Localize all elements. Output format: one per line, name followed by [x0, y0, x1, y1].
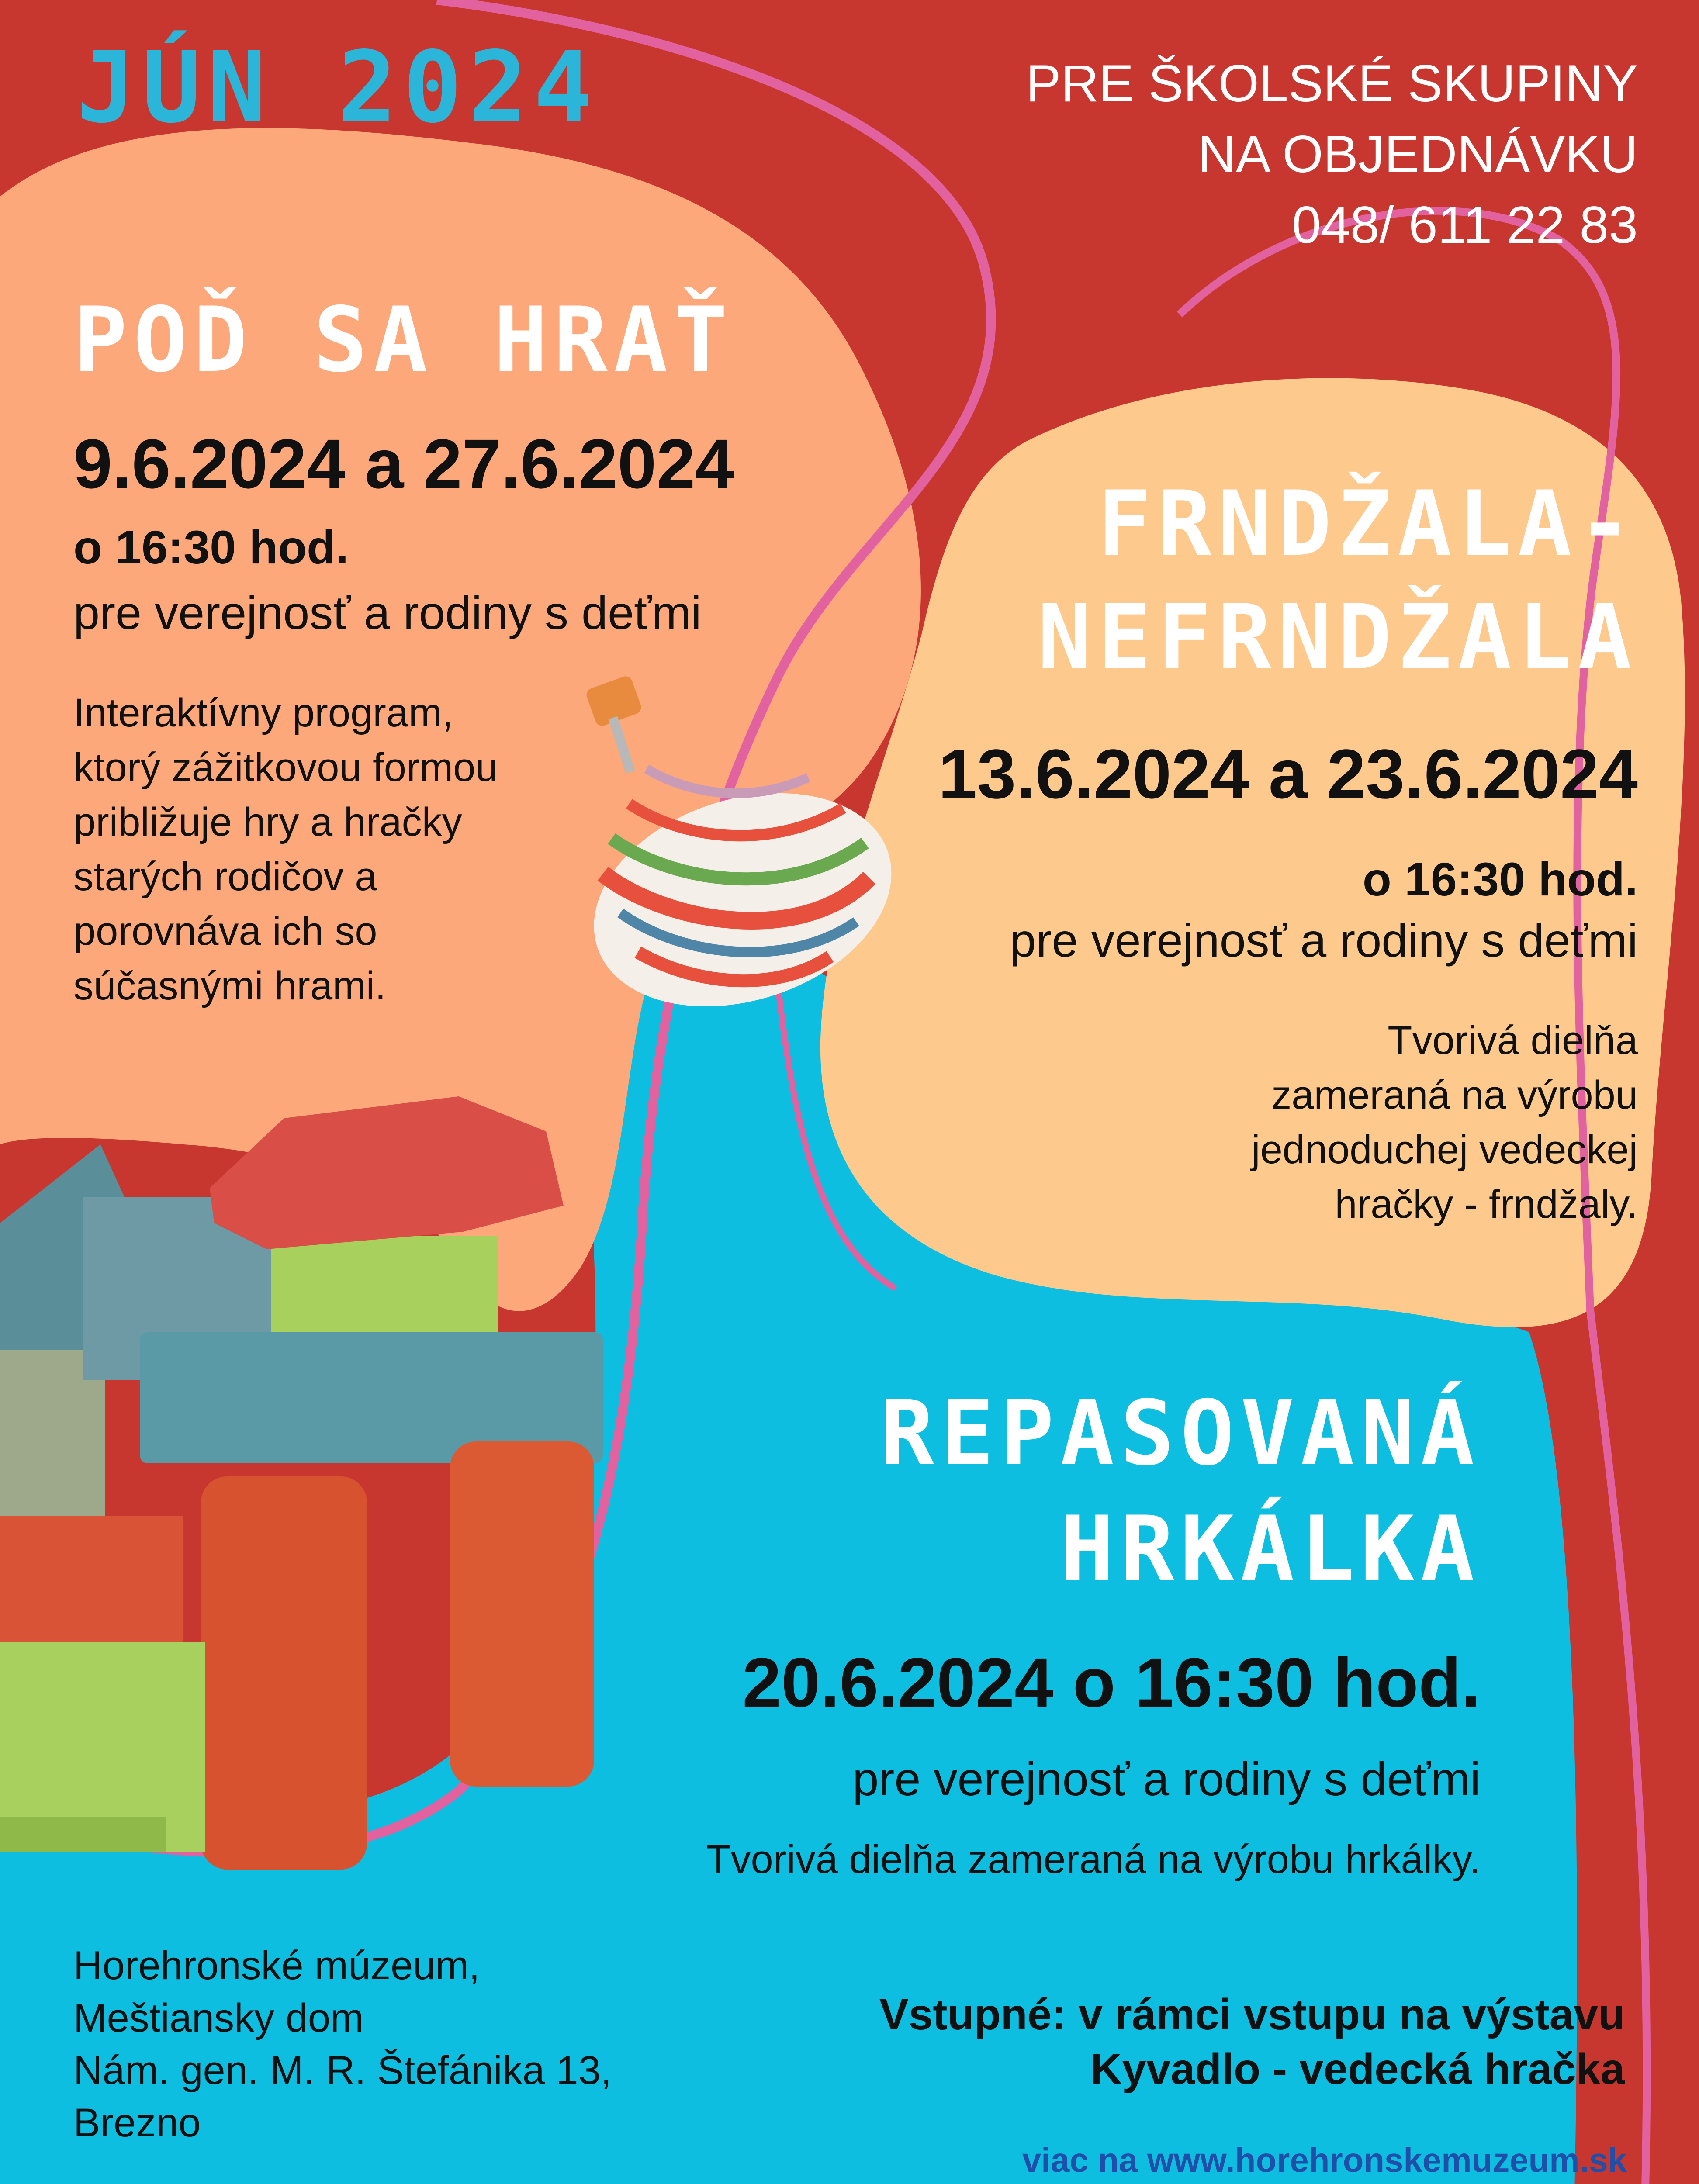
- admission-line: Kyvadlo - vedecká hračka: [1090, 2045, 1625, 2094]
- event-1-time: o 16:30 hod.: [73, 521, 349, 574]
- wooden-blocks-image: [0, 1096, 603, 1870]
- address-line: Brezno: [73, 2101, 201, 2145]
- event-2-date: 13.6.2024 a 23.6.2024: [938, 735, 1638, 813]
- school-groups-info: [1026, 48, 1638, 260]
- event-2-audience: pre verejnosť a rodiny s deťmi: [1010, 914, 1638, 967]
- description-line: približuje hry a hračky: [73, 800, 462, 844]
- description-line: súčasnými hrami.: [73, 964, 386, 1008]
- event-3-description: Tvorivá dielňa zameraná na výrobu hrkálky.: [706, 1837, 1481, 1882]
- admission-line: Vstupné: v rámci vstupu na výstavu: [879, 1990, 1625, 2039]
- event-3-date: 20.6.2024 o 16:30 hod.: [742, 1643, 1481, 1721]
- description-line: starých rodičov a: [73, 854, 377, 899]
- address-line: Meštiansky dom: [73, 1996, 364, 2040]
- event-1-description: [73, 686, 598, 1013]
- event-3-title: [880, 1376, 1481, 1607]
- order-line: NA OBJEDNÁVKU: [1198, 125, 1638, 183]
- event-1-date: 9.6.2024 a 27.6.2024: [73, 425, 734, 503]
- title-line: REPASOVANÁ: [880, 1382, 1481, 1486]
- school-groups-line: PRE ŠKOLSKÉ SKUPINY: [1026, 54, 1638, 113]
- admission-info: [879, 1987, 1625, 2097]
- event-2-description: [1251, 1013, 1638, 1232]
- website-link[interactable]: viac na www.horehronskemuzeum.sk: [1022, 2141, 1627, 2179]
- description-line: porovnáva ich so: [73, 909, 377, 954]
- description-line: jednoduchej vedeckej: [1251, 1127, 1638, 1172]
- title-line: NEFRNDŽALA: [1037, 586, 1638, 690]
- event-1-audience: pre verejnosť a rodiny s deťmi: [73, 586, 702, 639]
- venue-address: [73, 1939, 612, 2149]
- description-line: ktorý zážitkovou formou: [73, 745, 498, 790]
- event-3-audience: pre verejnosť a rodiny s deťmi: [852, 1752, 1481, 1805]
- description-line: hračky - frndžaly.: [1335, 1182, 1638, 1227]
- description-line: Tvorivá dielňa: [1388, 1018, 1638, 1063]
- description-line: Interaktívny program,: [73, 691, 453, 735]
- phone-number: 048/ 611 22 83: [1292, 196, 1638, 254]
- address-line: Nám. gen. M. R. Štefánika 13,: [73, 2048, 612, 2093]
- event-1-title: POĎ SA HRAŤ: [73, 288, 734, 392]
- month-heading: JÚN 2024: [76, 31, 599, 145]
- description-line: zameraná na výrobu: [1271, 1073, 1638, 1117]
- title-line: FRNDŽALA-: [1097, 472, 1638, 576]
- title-line: HRKÁLKA: [1060, 1497, 1481, 1601]
- address-line: Horehronské múzeum,: [73, 1943, 480, 1988]
- event-2-title: [1038, 467, 1638, 695]
- event-2-time: o 16:30 hod.: [1362, 853, 1638, 905]
